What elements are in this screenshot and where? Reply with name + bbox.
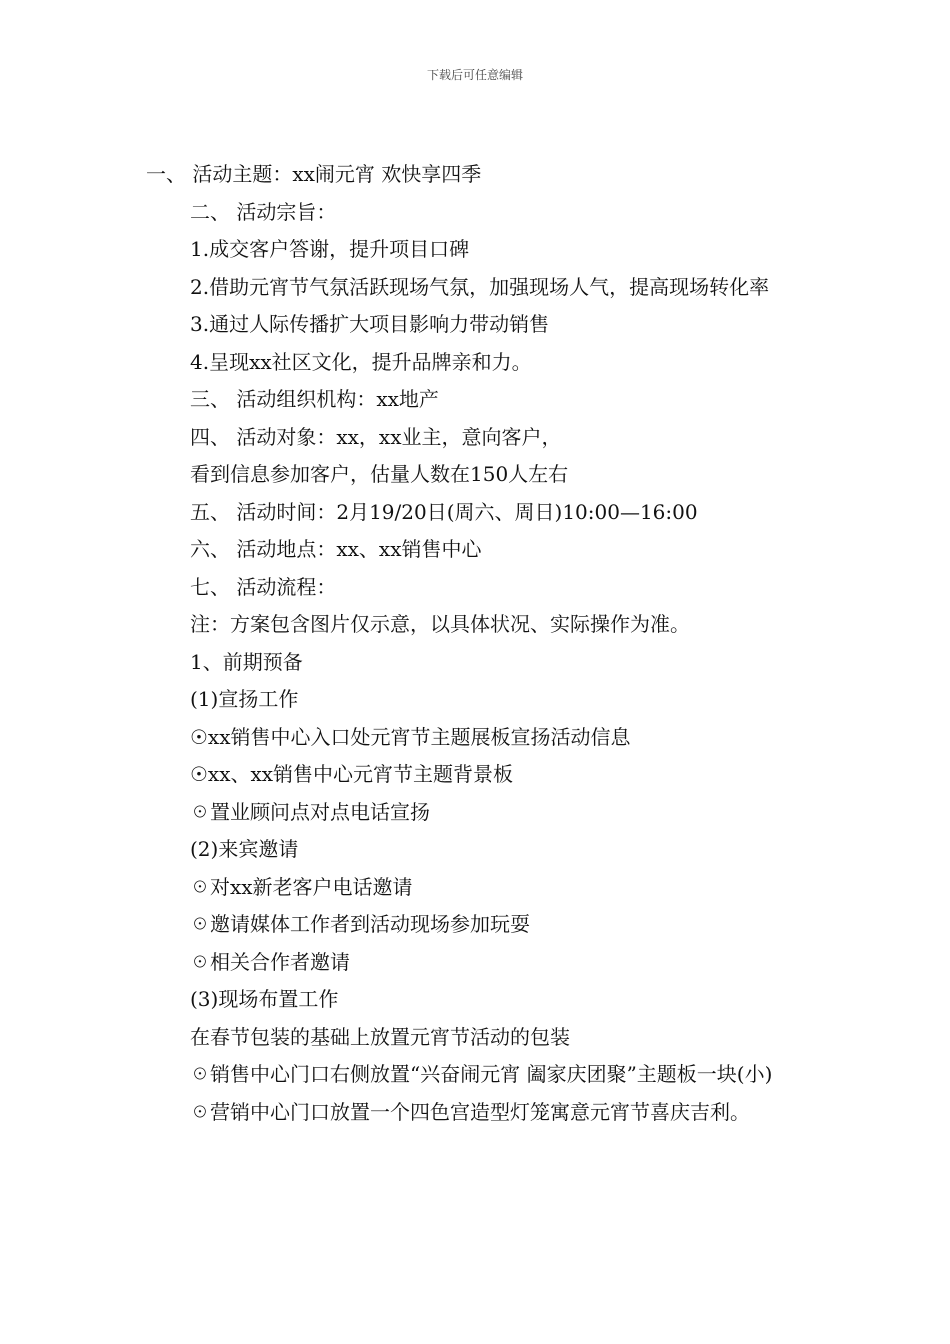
paragraph-line: ☉邀请媒体工作者到活动现场参加玩耍 [190, 912, 530, 936]
paragraph-line: 2.借助元宵节气氛活跃现场气氛，加强现场人气，提高现场转化率 [190, 274, 770, 299]
paragraph-line: 二、 活动宗旨： [190, 199, 337, 224]
paragraph-line: ☉xx、xx销售中心元宵节主题背景板 [190, 762, 514, 786]
paragraph-line: ☉对xx新老客户电话邀请 [190, 874, 413, 899]
paragraph-line: (1)宣扬工作 [190, 687, 299, 711]
paragraph-line: ☉营销中心门口放置一个四色宫造型灯笼寓意元宵节喜庆吉利。 [190, 1099, 750, 1124]
paragraph-line: 一、 活动主题：xx闹元宵 欢快享四季 [146, 162, 482, 186]
paragraph-line: 七、 活动流程： [190, 574, 337, 599]
paragraph-line: 注：方案包含图片仅示意，以具体状况、实际操作为准。 [190, 612, 690, 636]
paragraph-line: 1、前期预备 [190, 649, 303, 674]
paragraph-line: 六、 活动地点：xx、xx销售中心 [190, 537, 482, 561]
paragraph-line: 4.呈现xx社区文化，提升品牌亲和力。 [190, 349, 532, 374]
paragraph-line: 五、 活动时间：2月19/20日(周六、周日)10:00—16:00 [190, 499, 698, 524]
paragraph-line: 1.成交客户答谢，提升项目口碑 [190, 237, 470, 261]
paragraph-line: 三、 活动组织机构：xx地产 [190, 387, 439, 411]
paragraph-line: ☉置业顾问点对点电话宣扬 [190, 799, 430, 824]
paragraph-line: ☉销售中心门口右侧放置“兴奋闹元宵 阖家庆团聚”主题板一块(小) [190, 1062, 773, 1086]
paragraph-line: 看到信息参加客户，估量人数在150人左右 [190, 462, 569, 486]
document-body [146, 156, 810, 1131]
paragraph-line: 3.通过人际传播扩大项目影响力带动销售 [190, 312, 550, 336]
paragraph-line: ☉xx销售中心入口处元宵节主题展板宣扬活动信息 [190, 724, 631, 749]
page-header: 下载后可任意编辑 [426, 68, 523, 82]
paragraph-line: 四、 活动对象：xx，xx业主，意向客户， [190, 424, 562, 449]
paragraph-line: 在春节包装的基础上放置元宵节活动的包装 [190, 1024, 570, 1049]
paragraph-line: ☉相关合作者邀请 [190, 949, 350, 974]
paragraph-line: (2)来宾邀请 [190, 837, 299, 861]
paragraph-line: (3)现场布置工作 [190, 987, 339, 1011]
